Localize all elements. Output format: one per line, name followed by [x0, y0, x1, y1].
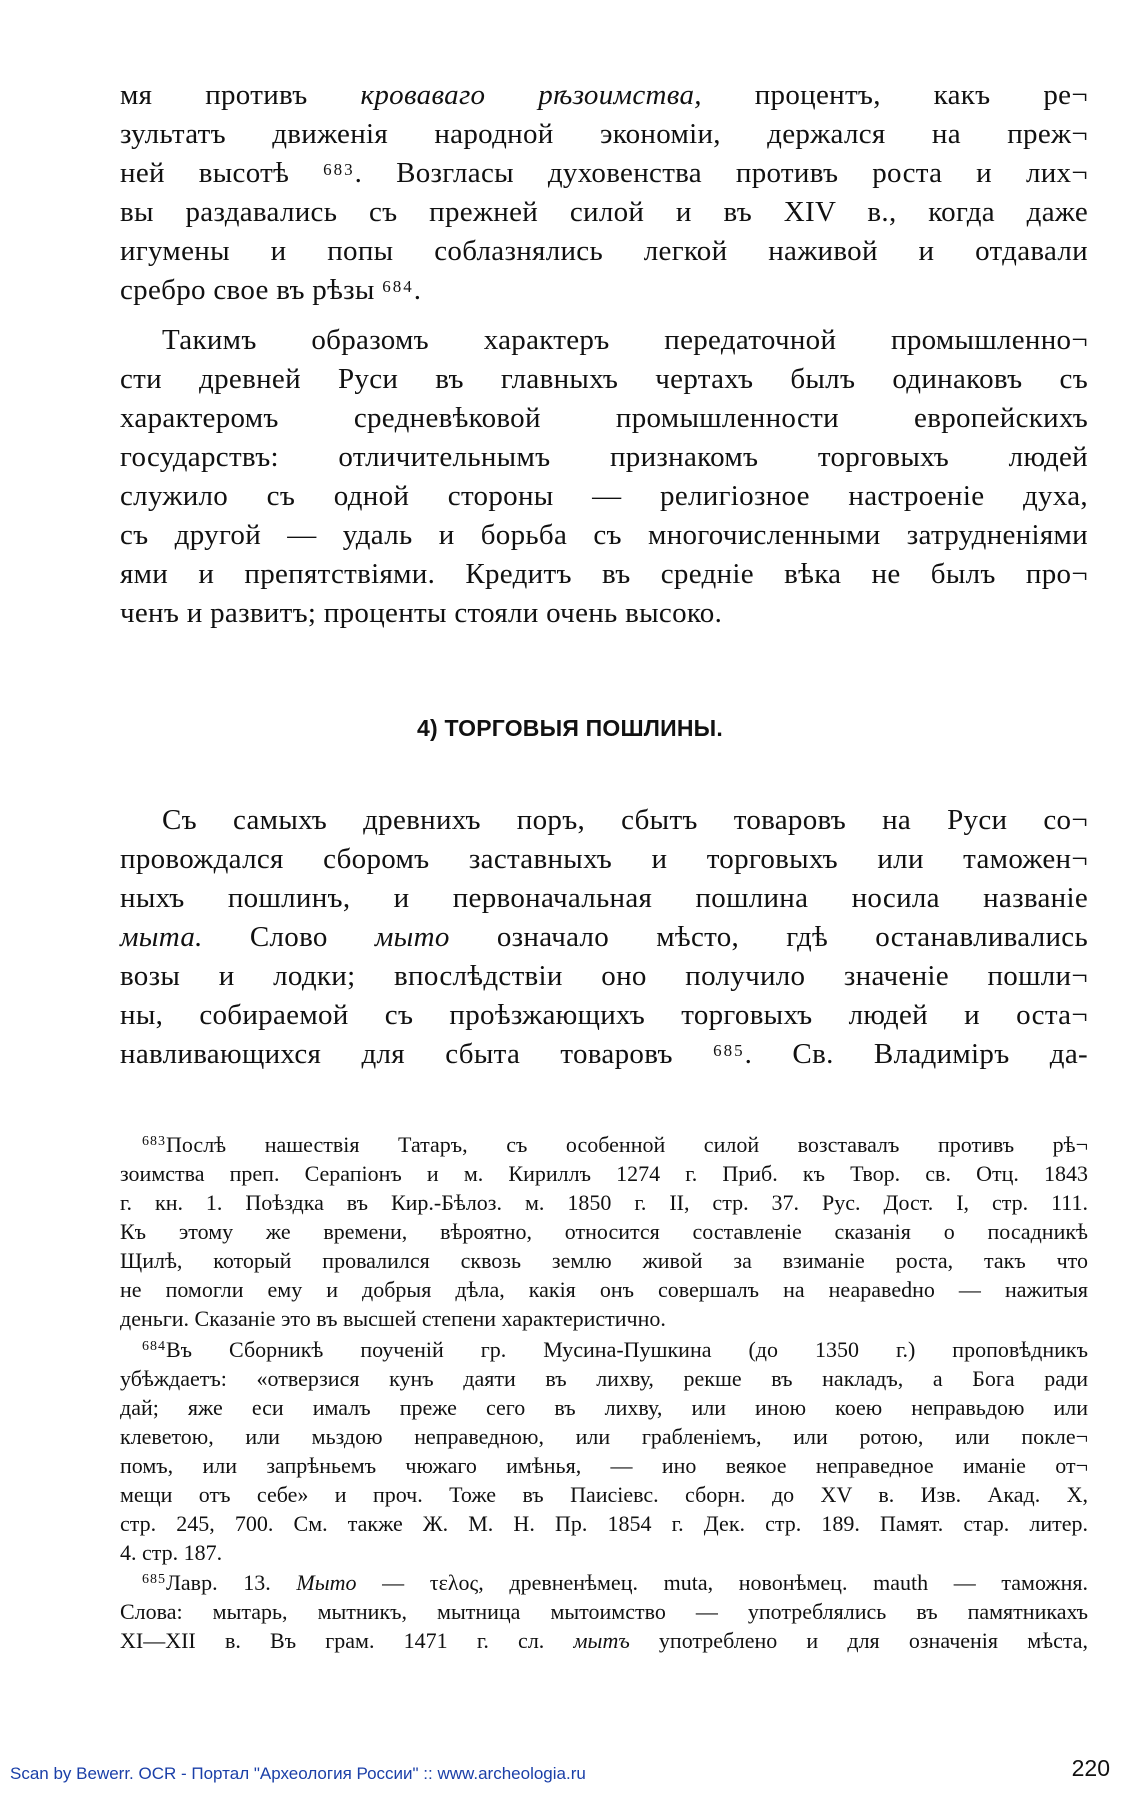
- text-line: ныхъ пошлинъ, и первоначальная пошлина носила названіе: [120, 882, 1088, 914]
- footnote-line: XI—XII в. Въ грам. 1471 г. сл. мытъ употреблено и для означенія мѣста,: [120, 1628, 1088, 1653]
- text-line: съ другой — удаль и борьба съ многочисленными затрудненіями: [120, 519, 1088, 551]
- footnote-line: Слова: мытарь, мытникъ, мытница мытоимство — употреблялись въ памятникахъ: [120, 1599, 1088, 1624]
- footnote-ref-684[interactable]: 684: [382, 277, 414, 296]
- text-line: ней высотѣ $^{683}$. Возгласы духовенства противъ роста и лих¬: [120, 157, 1088, 189]
- footnote-line: зоимства преп. Серапіонъ и м. Кириллъ 1274 г. Приб. къ Твор. св. Отц. 1843: [120, 1161, 1088, 1186]
- footnote-line: убѣждаетъ: «отверзися кунъ даяти въ лихву, рекше въ накладъ, а Бога ради: [120, 1366, 1088, 1391]
- text-line: зультатъ движенія народной экономіи, держался на преж¬: [120, 118, 1088, 150]
- footnote-line: деньги. Сказаніе это въ высшей степени характеристично.: [120, 1306, 666, 1331]
- footnote-line: $^{685}$Лавр. 13. Мыто — τελος, древненѣмец. muta, новонѣмец. mauth — таможня.: [142, 1570, 1088, 1595]
- text-line: навливающихся для сбыта товаровъ $^{685}$. Св. Владиміръ да-: [120, 1038, 1088, 1070]
- text-line: ны, собираемой съ проѣзжающихъ торговыхъ людей и оста¬: [120, 999, 1088, 1031]
- footnote-ref-683[interactable]: 683: [323, 160, 355, 179]
- text-line: Съ самыхъ древнихъ поръ, сбытъ товаровъ на Руси со¬: [162, 804, 1088, 836]
- footnote-ref-685[interactable]: 685: [713, 1041, 745, 1060]
- section-heading: 4) ТОРГОВЫЯ ПОШЛИНЫ.: [417, 715, 723, 741]
- footnote-683: [120, 1130, 1088, 1333]
- footnote-number: 685: [142, 1572, 166, 1587]
- footnote-685: [120, 1568, 1088, 1655]
- text-line: вы раздавались съ прежней силой и въ XIV в., когда даже: [120, 196, 1088, 228]
- text-line: сребро свое въ рѣзы $^{684}$.: [120, 274, 422, 306]
- footnote-line: $^{683}$Послѣ нашествія Татаръ, съ особенной силой возставалъ противъ рѣ¬: [142, 1132, 1088, 1157]
- text-line: служило съ одной стороны — религіозное настроеніе духа,: [120, 480, 1088, 512]
- footnote-line: Къ этому же времени, вѣроятно, относится составленіе сказанія о посадникѣ: [120, 1219, 1088, 1244]
- text-line: мыта. Слово мыто означало мѣсто, гдѣ останавливались: [120, 921, 1088, 953]
- footnote-line: дай; яже еси ималъ преже сего въ лихву, или иною коею неправьдою или: [120, 1395, 1088, 1420]
- footnote-line: стр. 245, 700. См. также Ж. М. Н. Пр. 1854 г. Дек. стр. 189. Памят. стар. литер.: [120, 1511, 1088, 1536]
- footnote-number: 683: [142, 1134, 166, 1149]
- text-line: провождался сборомъ заставныхъ и торговыхъ или таможен¬: [120, 843, 1088, 875]
- footnote-line: не помогли ему и добрыя дѣла, какія онъ совершалъ на неаравedно — нажитыя: [120, 1277, 1088, 1302]
- footnote-line: 4. стр. 187.: [120, 1540, 223, 1565]
- text-line: сти древней Руси въ главныхъ чертахъ былъ одинаковъ съ: [120, 363, 1088, 395]
- footnote-line: г. кн. 1. Поѣздка въ Кир.-Бѣлоз. м. 1850 г. II, стр. 37. Рус. Дост. I, стр. 111.: [120, 1190, 1088, 1215]
- footnote-line: клеветою, или мьздою неправедною, или грабленіемъ, или ротою, или покле¬: [120, 1424, 1088, 1449]
- footnote-line: $^{684}$Въ Сборникѣ поученій гр. Мусина-Пушкина (до 1350 г.) проповѣдникъ: [142, 1337, 1088, 1362]
- text-line: государствъ: отличительнымъ признакомъ торговыхъ людей: [120, 441, 1088, 473]
- paragraph-2: [120, 321, 1088, 633]
- footer-credit-link[interactable]: Scan by Bewerr. OCR - Портал "Археология России" :: www.archeologia.ru: [10, 1764, 586, 1783]
- footnote-line: Щилѣ, который провалился сквозь землю живой за взиманіе роста, такъ что: [120, 1248, 1088, 1273]
- footnote-line: помъ, или запрѣньемъ чюжаго имѣнья, — ино веякое неправедное иманіе от¬: [120, 1453, 1088, 1478]
- text-line: Такимъ образомъ характеръ передаточной промышленно¬: [162, 324, 1088, 356]
- footnote-684: [120, 1335, 1088, 1567]
- footnote-line: мещи отъ себе» и проч. Тоже въ Паисіевс. сборн. до XV в. Изв. Акад. X,: [120, 1482, 1088, 1507]
- text-line: игумены и попы соблазнялись легкой наживой и отдавали: [120, 235, 1088, 267]
- paragraph-3: [120, 801, 1088, 1074]
- paragraph-1: [120, 76, 1088, 310]
- text-line: мя противъ кроваваго рѣзоимства, процентъ, какъ ре¬: [120, 79, 1088, 111]
- page-number: 220: [1071, 1755, 1110, 1781]
- text-line: ченъ и развитъ; проценты стояли очень высоко.: [120, 597, 723, 629]
- text-line: характеромъ средневѣковой промышленности европейскихъ: [120, 402, 1088, 434]
- text-line: ями и препятствіями. Кредитъ въ средніе вѣка не былъ про¬: [120, 558, 1088, 590]
- text-line: возы и лодки; впослѣдствіи оно получило значеніе пошли¬: [120, 960, 1088, 992]
- footnote-number: 684: [142, 1339, 166, 1354]
